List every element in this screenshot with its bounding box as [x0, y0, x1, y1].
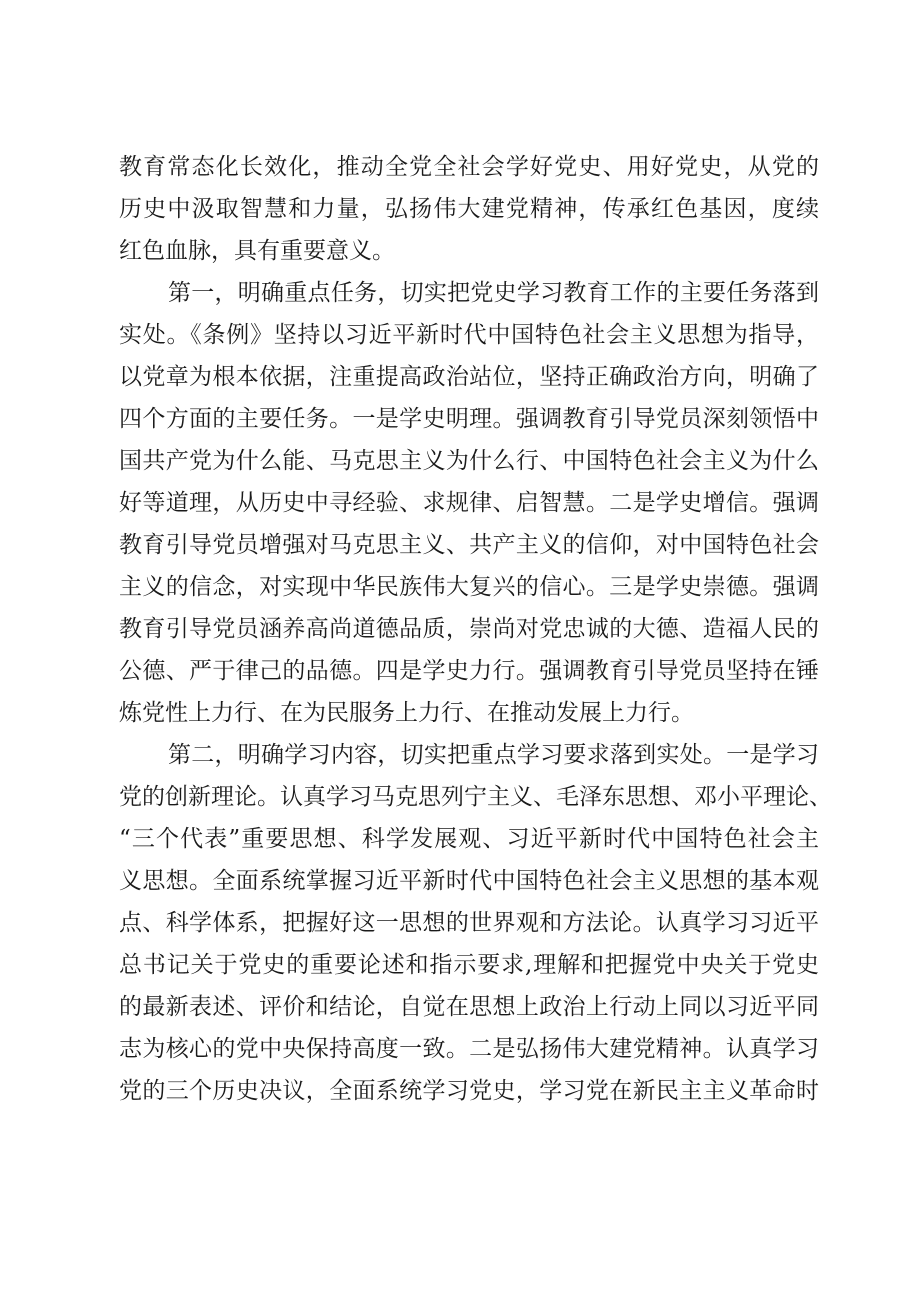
text-line: 四个方面的主要任务。一是学史明理。强调教育引导党员深刻领悟中: [119, 406, 819, 432]
text-line: 第二，明确学习内容，切实把重点学习要求落到实处。一是学习: [168, 742, 819, 768]
text-line: 好等道理，从历史中寻经验、求规律、启智慧。二是学史增信。强调: [119, 490, 819, 516]
text-line: 党的三个历史决议，全面系统学习党史，学习党在新民主主义革命时: [119, 1078, 819, 1104]
paragraph-2: [119, 272, 819, 734]
paragraph-1: [119, 146, 819, 272]
text-line: 实处。《条例》坚持以习近平新时代中国特色社会主义思想为指导，: [119, 322, 819, 348]
text-line: 教育引导党员涵养高尚道德品质，崇尚对党忠诚的大德、造福人民的: [119, 616, 819, 642]
text-line: 炼党性上力行、在为民服务上力行、在推动发展上力行。: [119, 700, 694, 726]
text-line: 义思想。全面系统掌握习近平新时代中国特色社会主义思想的基本观: [119, 868, 819, 894]
paragraph-3: [119, 734, 832, 1112]
text-line: 点、科学体系，把握好这一思想的世界观和方法论。认真学习习近平: [119, 910, 819, 936]
text-line: 志为核心的党中央保持高度一致。二是弘扬伟大建党精神。认真学习: [119, 1036, 819, 1062]
text-line: 国共产党为什么能、马克思主义为什么行、中国特色社会主义为什么: [119, 448, 819, 474]
text-line: 第一，明确重点任务，切实把党史学习教育工作的主要任务落到: [168, 280, 819, 306]
text-line: 历史中汲取智慧和力量，弘扬伟大建党精神，传承红色基因，度续: [119, 196, 819, 222]
text-line: 红色血脉，具有重要意义。: [119, 238, 395, 264]
text-line: 主义的信念，对实现中华民族伟大复兴的信心。三是学史崇德。强调: [119, 574, 819, 600]
text-line: 总书记关于党史的重要论述和指示要求,理解和把握党中央关于党史: [119, 952, 819, 978]
text-line: 教育引导党员增强对马克思主义、共产主义的信仰，对中国特色社会: [119, 532, 819, 558]
text-line: 公德、严于律己的品德。四是学史力行。强调教育引导党员坚持在锤: [119, 658, 819, 684]
text-line: 以党章为根本依据，注重提高政治站位，坚持正确政治方向，明确了: [119, 364, 819, 390]
text-line: 党的创新理论。认真学习马克思列宁主义、毛泽东思想、邓小平理论、: [119, 784, 832, 810]
text-line: 的最新表述、评价和结论，自觉在思想上政治上行动上同以习近平同: [119, 994, 819, 1020]
text-line: 教育常态化长效化，推动全党全社会学好党史、用好党史，从党的: [119, 154, 819, 180]
text-line: “三个代表”重要思想、科学发展观、习近平新时代中国特色社会主: [119, 826, 819, 852]
body-text: [119, 146, 832, 1112]
